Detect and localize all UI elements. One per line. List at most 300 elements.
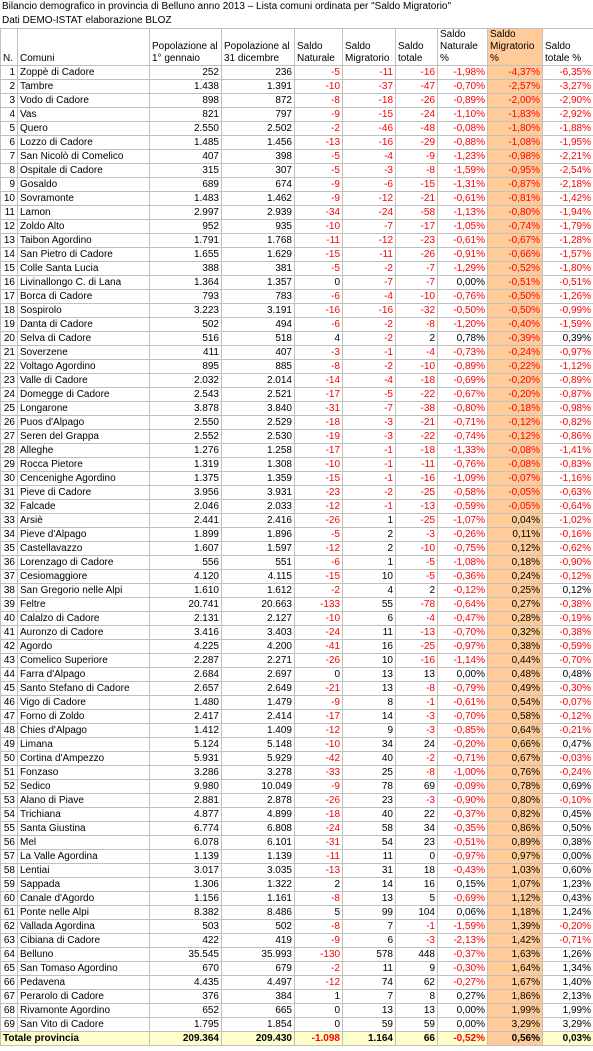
cell-value[interactable]: 1.795 [150, 1018, 222, 1032]
cell-value[interactable]: 8 [343, 696, 396, 710]
cell-value[interactable]: -1,59% [438, 920, 488, 934]
cell-value[interactable]: 578 [343, 948, 396, 962]
cell-value[interactable]: 821 [150, 108, 222, 122]
comune-name[interactable]: Voltago Agordino [18, 360, 150, 374]
cell-value[interactable]: -15 [343, 108, 396, 122]
comune-name[interactable]: Domegge di Cadore [18, 388, 150, 402]
cell-value[interactable]: -1 [343, 444, 396, 458]
cell-value[interactable]: 10 [343, 654, 396, 668]
cell-value[interactable]: -0,62% [543, 542, 593, 556]
cell-value[interactable]: 1.391 [222, 80, 295, 94]
comune-name[interactable]: Seren del Grappa [18, 430, 150, 444]
cell-value[interactable]: -7 [343, 220, 396, 234]
cell-value[interactable]: -11 [295, 234, 343, 248]
cell-value[interactable]: -9 [295, 934, 343, 948]
cell-value[interactable]: 1,39% [488, 920, 543, 934]
cell-value[interactable]: 0,00% [438, 276, 488, 290]
cell-value[interactable]: -0,76% [438, 290, 488, 304]
cell-value[interactable]: 0,78% [488, 780, 543, 794]
cell-value[interactable]: -9 [295, 696, 343, 710]
cell-value[interactable]: -11 [396, 458, 438, 472]
row-number[interactable]: 47 [1, 710, 18, 724]
cell-value[interactable]: -21 [396, 192, 438, 206]
cell-value[interactable]: -34 [295, 206, 343, 220]
cell-value[interactable]: 2.939 [222, 206, 295, 220]
cell-value[interactable]: -1,10% [438, 108, 488, 122]
cell-value[interactable]: 494 [222, 318, 295, 332]
cell-value[interactable]: -1 [343, 472, 396, 486]
cell-value[interactable]: -0,37% [438, 948, 488, 962]
cell-value[interactable]: 1.791 [150, 234, 222, 248]
comune-name[interactable]: Rivamonte Agordino [18, 1004, 150, 1018]
cell-value[interactable]: 4.200 [222, 640, 295, 654]
cell-value[interactable]: -1,28% [543, 234, 593, 248]
column-header[interactable]: Saldo Naturale % [438, 29, 488, 66]
cell-value[interactable]: -0,52% [488, 262, 543, 276]
cell-value[interactable]: 1.322 [222, 878, 295, 892]
row-number[interactable]: 68 [1, 1004, 18, 1018]
cell-value[interactable]: -14 [295, 374, 343, 388]
cell-value[interactable]: 3.017 [150, 864, 222, 878]
cell-value[interactable]: 16 [343, 640, 396, 654]
cell-value[interactable]: 13 [343, 682, 396, 696]
cell-value[interactable]: 1,40% [543, 976, 593, 990]
cell-value[interactable]: 0,00% [438, 1004, 488, 1018]
comune-name[interactable]: San Gregorio nelle Alpi [18, 584, 150, 598]
cell-value[interactable]: -0,98% [543, 402, 593, 416]
cell-value[interactable]: 3,29% [543, 1018, 593, 1032]
cell-value[interactable]: -0,69% [438, 892, 488, 906]
row-number[interactable]: 11 [1, 206, 18, 220]
cell-value[interactable]: 384 [222, 990, 295, 1004]
comune-name[interactable]: Alano di Piave [18, 794, 150, 808]
cell-value[interactable]: 0,48% [543, 668, 593, 682]
cell-value[interactable]: -17 [396, 220, 438, 234]
row-number[interactable]: 7 [1, 150, 18, 164]
cell-value[interactable]: -3 [396, 710, 438, 724]
cell-value[interactable]: -1,29% [438, 262, 488, 276]
comune-name[interactable]: Canale d'Agordo [18, 892, 150, 906]
cell-value[interactable]: 556 [150, 556, 222, 570]
cell-value[interactable]: 2.287 [150, 654, 222, 668]
cell-value[interactable]: -18 [295, 808, 343, 822]
row-number[interactable]: 12 [1, 220, 18, 234]
cell-value[interactable]: 6 [343, 612, 396, 626]
row-number[interactable]: 33 [1, 514, 18, 528]
cell-value[interactable]: -0,75% [438, 542, 488, 556]
cell-value[interactable]: -16 [396, 654, 438, 668]
cell-value[interactable]: -0,67% [488, 234, 543, 248]
cell-value[interactable]: -3,27% [543, 80, 593, 94]
cell-value[interactable]: -0,69% [438, 374, 488, 388]
cell-value[interactable]: 10.049 [222, 780, 295, 794]
comune-name[interactable]: Ospitale di Cadore [18, 164, 150, 178]
cell-value[interactable]: 0,82% [488, 808, 543, 822]
row-number[interactable]: 53 [1, 794, 18, 808]
cell-value[interactable]: 6.078 [150, 836, 222, 850]
row-number[interactable]: 52 [1, 780, 18, 794]
cell-value[interactable]: 0,58% [488, 710, 543, 724]
cell-value[interactable]: -0,30% [438, 962, 488, 976]
comune-name[interactable]: Pieve d'Alpago [18, 528, 150, 542]
row-number[interactable]: 62 [1, 920, 18, 934]
cell-value[interactable]: -2 [343, 262, 396, 276]
cell-value[interactable]: 3.840 [222, 402, 295, 416]
cell-value[interactable]: 1.276 [150, 444, 222, 458]
cell-value[interactable]: 2.997 [150, 206, 222, 220]
cell-value[interactable]: -0,73% [438, 346, 488, 360]
cell-value[interactable]: 3.223 [150, 304, 222, 318]
row-number[interactable]: 14 [1, 248, 18, 262]
cell-value[interactable]: -0,86% [543, 430, 593, 444]
cell-value[interactable]: -130 [295, 948, 343, 962]
cell-value[interactable]: 7 [343, 990, 396, 1004]
cell-value[interactable]: 2.014 [222, 374, 295, 388]
cell-value[interactable]: 1.655 [150, 248, 222, 262]
cell-value[interactable]: 689 [150, 178, 222, 192]
cell-value[interactable]: 9 [343, 724, 396, 738]
cell-value[interactable]: 4.115 [222, 570, 295, 584]
cell-value[interactable]: -0,97% [438, 640, 488, 654]
cell-value[interactable]: -0,08% [488, 444, 543, 458]
row-number[interactable]: 65 [1, 962, 18, 976]
row-number[interactable]: 22 [1, 360, 18, 374]
cell-value[interactable]: -3 [396, 528, 438, 542]
row-number[interactable]: 17 [1, 290, 18, 304]
cell-value[interactable]: -4 [343, 290, 396, 304]
cell-value[interactable]: 4 [343, 584, 396, 598]
cell-value[interactable]: 0 [295, 668, 343, 682]
comune-name[interactable]: Pedavena [18, 976, 150, 990]
cell-value[interactable]: -0,40% [488, 318, 543, 332]
cell-value[interactable]: 4.899 [222, 808, 295, 822]
cell-value[interactable]: -13 [396, 500, 438, 514]
cell-value[interactable]: 11 [343, 962, 396, 976]
cell-value[interactable]: -18 [295, 416, 343, 430]
cell-value[interactable]: -2,13% [438, 934, 488, 948]
cell-value[interactable]: -0,89% [543, 374, 593, 388]
cell-value[interactable]: -10 [295, 80, 343, 94]
cell-value[interactable]: 0,76% [488, 766, 543, 780]
cell-value[interactable]: 0,78% [438, 332, 488, 346]
cell-value[interactable]: -1,95% [543, 136, 593, 150]
cell-value[interactable]: 0,89% [488, 836, 543, 850]
cell-value[interactable]: 1.456 [222, 136, 295, 150]
cell-value[interactable]: 0 [295, 1004, 343, 1018]
comune-name[interactable]: Comelico Superiore [18, 654, 150, 668]
cell-value[interactable]: 6.808 [222, 822, 295, 836]
row-number[interactable]: 61 [1, 906, 18, 920]
cell-value[interactable]: 99 [343, 906, 396, 920]
cell-value[interactable]: -0,08% [488, 458, 543, 472]
cell-value[interactable]: -9 [295, 108, 343, 122]
cell-value[interactable]: 1.357 [222, 276, 295, 290]
cell-value[interactable]: -1,23% [438, 150, 488, 164]
cell-value[interactable]: -9 [396, 150, 438, 164]
cell-value[interactable]: 4.120 [150, 570, 222, 584]
cell-value[interactable]: -1,83% [488, 108, 543, 122]
cell-value[interactable]: -0,20% [488, 374, 543, 388]
cell-value[interactable]: -26 [396, 94, 438, 108]
cell-value[interactable]: -21 [295, 682, 343, 696]
cell-value[interactable]: 2.552 [150, 430, 222, 444]
cell-value[interactable]: -15 [295, 248, 343, 262]
cell-value[interactable]: 59 [343, 1018, 396, 1032]
row-number[interactable]: 38 [1, 584, 18, 598]
cell-value[interactable]: -0,51% [543, 276, 593, 290]
cell-value[interactable]: -0,99% [543, 304, 593, 318]
cell-value[interactable]: 1.480 [150, 696, 222, 710]
cell-value[interactable]: -1,94% [543, 206, 593, 220]
cell-value[interactable]: -6 [295, 318, 343, 332]
cell-value[interactable]: 1.629 [222, 248, 295, 262]
cell-value[interactable]: 2.530 [222, 430, 295, 444]
cell-value[interactable]: -12 [295, 724, 343, 738]
total-value[interactable]: -0,52% [438, 1032, 488, 1046]
cell-value[interactable]: 0 [295, 276, 343, 290]
cell-value[interactable]: 1.359 [222, 472, 295, 486]
cell-value[interactable]: -25 [396, 514, 438, 528]
cell-value[interactable]: -48 [396, 122, 438, 136]
row-number[interactable]: 31 [1, 486, 18, 500]
cell-value[interactable]: -9 [295, 178, 343, 192]
cell-value[interactable]: -37 [343, 80, 396, 94]
cell-value[interactable]: 2.881 [150, 794, 222, 808]
row-number[interactable]: 18 [1, 304, 18, 318]
cell-value[interactable]: 20.741 [150, 598, 222, 612]
cell-value[interactable]: -18 [396, 444, 438, 458]
comune-name[interactable]: Longarone [18, 402, 150, 416]
cell-value[interactable]: -5 [295, 528, 343, 542]
row-number[interactable]: 20 [1, 332, 18, 346]
cell-value[interactable]: -0,67% [438, 388, 488, 402]
row-number[interactable]: 32 [1, 500, 18, 514]
cell-value[interactable]: -2 [343, 318, 396, 332]
cell-value[interactable]: 5 [396, 892, 438, 906]
comune-name[interactable]: Cesiomaggiore [18, 570, 150, 584]
row-number[interactable]: 44 [1, 668, 18, 682]
cell-value[interactable]: -4,37% [488, 66, 543, 80]
cell-value[interactable]: 14 [343, 878, 396, 892]
comune-name[interactable]: Agordo [18, 640, 150, 654]
row-number[interactable]: 64 [1, 948, 18, 962]
cell-value[interactable]: 0,15% [438, 878, 488, 892]
cell-value[interactable]: 0,86% [488, 822, 543, 836]
cell-value[interactable]: 0,48% [488, 668, 543, 682]
comune-name[interactable]: Rocca Pietore [18, 458, 150, 472]
cell-value[interactable]: -1,12% [543, 360, 593, 374]
cell-value[interactable]: 2.657 [150, 682, 222, 696]
row-number[interactable]: 3 [1, 94, 18, 108]
comune-name[interactable]: Borca di Cadore [18, 290, 150, 304]
cell-value[interactable]: 2.878 [222, 794, 295, 808]
cell-value[interactable]: 1,18% [488, 906, 543, 920]
cell-value[interactable]: -23 [295, 486, 343, 500]
cell-value[interactable]: -7 [343, 276, 396, 290]
cell-value[interactable]: -0,51% [488, 276, 543, 290]
cell-value[interactable]: -1,09% [438, 472, 488, 486]
cell-value[interactable]: 1.375 [150, 472, 222, 486]
cell-value[interactable]: -5 [295, 262, 343, 276]
cell-value[interactable]: -24 [343, 206, 396, 220]
row-number[interactable]: 63 [1, 934, 18, 948]
total-value[interactable]: 1.164 [343, 1032, 396, 1046]
cell-value[interactable]: 35.545 [150, 948, 222, 962]
cell-value[interactable]: 1.485 [150, 136, 222, 150]
cell-value[interactable]: -0,20% [543, 920, 593, 934]
comune-name[interactable]: Livinallongo C. di Lana [18, 276, 150, 290]
cell-value[interactable]: -42 [295, 752, 343, 766]
comune-name[interactable]: Santa Giustina [18, 822, 150, 836]
cell-value[interactable]: -1,59% [543, 318, 593, 332]
cell-value[interactable]: -8 [295, 94, 343, 108]
cell-value[interactable]: 6 [343, 934, 396, 948]
cell-value[interactable]: 674 [222, 178, 295, 192]
cell-value[interactable]: -1,80% [488, 122, 543, 136]
cell-value[interactable]: -2 [295, 962, 343, 976]
cell-value[interactable]: 1.412 [150, 724, 222, 738]
row-number[interactable]: 54 [1, 808, 18, 822]
cell-value[interactable]: 1,64% [488, 962, 543, 976]
cell-value[interactable]: -0,63% [543, 486, 593, 500]
cell-value[interactable]: 2.032 [150, 374, 222, 388]
cell-value[interactable]: -0,61% [438, 234, 488, 248]
cell-value[interactable]: 54 [343, 836, 396, 850]
cell-value[interactable]: 2.649 [222, 682, 295, 696]
cell-value[interactable]: -0,70% [438, 710, 488, 724]
cell-value[interactable]: -19 [295, 430, 343, 444]
cell-value[interactable]: 797 [222, 108, 295, 122]
comune-name[interactable]: San Tomaso Agordino [18, 962, 150, 976]
cell-value[interactable]: -0,05% [488, 500, 543, 514]
comune-name[interactable]: Alleghe [18, 444, 150, 458]
cell-value[interactable]: -2 [343, 486, 396, 500]
cell-value[interactable]: -0,66% [488, 248, 543, 262]
cell-value[interactable]: -1,41% [543, 444, 593, 458]
row-number[interactable]: 41 [1, 626, 18, 640]
cell-value[interactable]: -0,12% [543, 710, 593, 724]
cell-value[interactable]: 0,97% [488, 850, 543, 864]
cell-value[interactable]: 0,00% [543, 850, 593, 864]
cell-value[interactable]: 3.191 [222, 304, 295, 318]
cell-value[interactable]: 0,60% [543, 864, 593, 878]
cell-value[interactable]: -24 [396, 108, 438, 122]
cell-value[interactable]: -12 [343, 192, 396, 206]
cell-value[interactable]: -0,87% [488, 178, 543, 192]
cell-value[interactable]: 1,99% [543, 1004, 593, 1018]
comune-name[interactable]: Limana [18, 738, 150, 752]
cell-value[interactable]: 0,69% [543, 780, 593, 794]
cell-value[interactable]: 2,13% [543, 990, 593, 1004]
cell-value[interactable]: 2 [343, 542, 396, 556]
cell-value[interactable]: -0,90% [543, 556, 593, 570]
cell-value[interactable]: 0,04% [488, 514, 543, 528]
row-number[interactable]: 29 [1, 458, 18, 472]
cell-value[interactable]: 55 [343, 598, 396, 612]
cell-value[interactable]: -1,14% [438, 654, 488, 668]
comune-name[interactable]: Chies d'Alpago [18, 724, 150, 738]
cell-value[interactable]: -5 [396, 570, 438, 584]
total-value[interactable]: 66 [396, 1032, 438, 1046]
cell-value[interactable]: -0,27% [438, 976, 488, 990]
cell-value[interactable]: 1,63% [488, 948, 543, 962]
comune-name[interactable]: Santo Stefano di Cadore [18, 682, 150, 696]
cell-value[interactable]: -10 [295, 220, 343, 234]
cell-value[interactable]: 25 [343, 766, 396, 780]
cell-value[interactable]: 1.612 [222, 584, 295, 598]
cell-value[interactable]: -1,79% [543, 220, 593, 234]
cell-value[interactable]: 793 [150, 290, 222, 304]
row-number[interactable]: 40 [1, 612, 18, 626]
cell-value[interactable]: 1 [343, 556, 396, 570]
total-value[interactable]: -1.098 [295, 1032, 343, 1046]
cell-value[interactable]: 13 [343, 668, 396, 682]
cell-value[interactable]: -0,97% [438, 850, 488, 864]
cell-value[interactable]: -0,81% [488, 192, 543, 206]
cell-value[interactable]: -0,18% [488, 402, 543, 416]
cell-value[interactable]: -0,95% [488, 164, 543, 178]
cell-value[interactable]: -5 [396, 556, 438, 570]
cell-value[interactable]: 6.101 [222, 836, 295, 850]
comune-name[interactable]: Taibon Agordino [18, 234, 150, 248]
cell-value[interactable]: -1 [396, 696, 438, 710]
cell-value[interactable]: -8 [396, 682, 438, 696]
cell-value[interactable]: 0,67% [488, 752, 543, 766]
cell-value[interactable]: 376 [150, 990, 222, 1004]
cell-value[interactable]: 62 [396, 976, 438, 990]
cell-value[interactable]: -1,80% [543, 262, 593, 276]
cell-value[interactable]: 2.550 [150, 122, 222, 136]
row-number[interactable]: 56 [1, 836, 18, 850]
cell-value[interactable]: 0,06% [438, 906, 488, 920]
cell-value[interactable]: -12 [295, 976, 343, 990]
comune-name[interactable]: Calalzo di Cadore [18, 612, 150, 626]
cell-value[interactable]: 1.597 [222, 542, 295, 556]
cell-value[interactable]: -0,43% [438, 864, 488, 878]
column-header[interactable]: Comuni [18, 29, 150, 66]
cell-value[interactable]: 0 [295, 1018, 343, 1032]
comune-name[interactable]: Zoppè di Cadore [18, 66, 150, 80]
cell-value[interactable]: -8 [295, 920, 343, 934]
row-number[interactable]: 24 [1, 388, 18, 402]
cell-value[interactable]: 3.931 [222, 486, 295, 500]
cell-value[interactable]: -6,35% [543, 66, 593, 80]
cell-value[interactable]: -11 [295, 850, 343, 864]
cell-value[interactable]: 0,38% [543, 836, 593, 850]
cell-value[interactable]: -2 [295, 122, 343, 136]
cell-value[interactable]: 8.382 [150, 906, 222, 920]
cell-value[interactable]: -8 [396, 164, 438, 178]
cell-value[interactable]: -0,26% [438, 528, 488, 542]
cell-value[interactable]: 1.308 [222, 458, 295, 472]
cell-value[interactable]: 16 [396, 878, 438, 892]
cell-value[interactable]: -0,35% [438, 822, 488, 836]
cell-value[interactable]: 2.502 [222, 122, 295, 136]
comune-name[interactable]: Lamon [18, 206, 150, 220]
cell-value[interactable]: -0,50% [438, 304, 488, 318]
cell-value[interactable]: -1,13% [438, 206, 488, 220]
cell-value[interactable]: -0,80% [488, 206, 543, 220]
comune-name[interactable]: San Nicolò di Comelico [18, 150, 150, 164]
cell-value[interactable]: -2 [295, 584, 343, 598]
cell-value[interactable]: 652 [150, 1004, 222, 1018]
cell-value[interactable]: 872 [222, 94, 295, 108]
cell-value[interactable]: 13 [343, 1004, 396, 1018]
cell-value[interactable]: -0,80% [438, 402, 488, 416]
cell-value[interactable]: -1,08% [438, 556, 488, 570]
row-number[interactable]: 9 [1, 178, 18, 192]
cell-value[interactable]: 2.529 [222, 416, 295, 430]
